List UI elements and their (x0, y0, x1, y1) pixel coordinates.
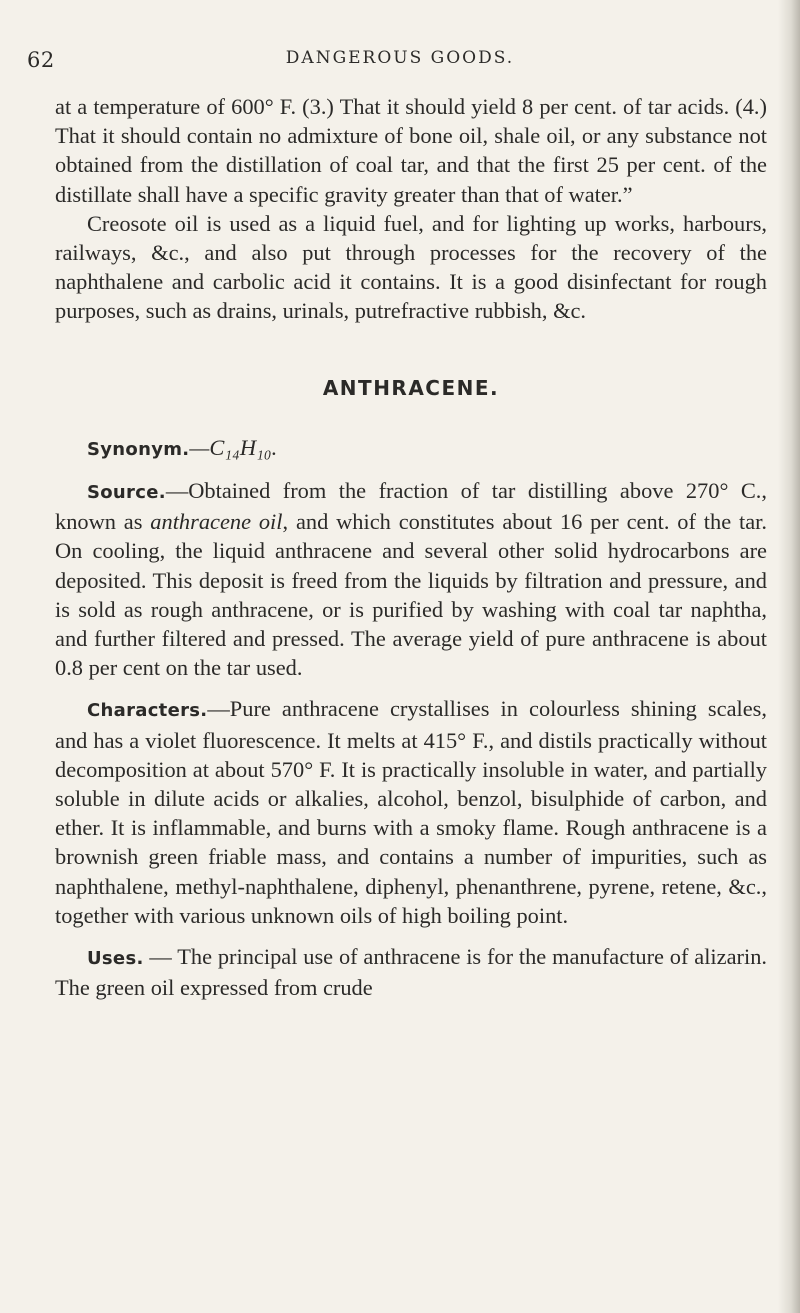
source-term: anthracene oil (150, 509, 283, 535)
page-number: 62 (27, 48, 55, 72)
characters-text: —Pure anthracene crystallises in colourless shining scales, and has a violet fluorescence. It melts at 415° F., and distils practically without decomposition at about 570° F. It is practically insoluble in water, and partially soluble in dilute acids or alkalies, alcohol, benzol, bisulphide of carbon, and ether. It is inflammable, and burns with a smoky flame. Rough anthracene is a brownish green friable mass, and contains a number of impurities, such as naphthalene, methyl-naphthalene, diphenyl, phenanthrene, pyrene, retene, &c., together with various unknown oils of high boiling point. (55, 696, 767, 928)
uses-label: Uses. (87, 948, 144, 970)
spacer (55, 464, 767, 476)
page-edge-shadow (778, 0, 800, 1313)
spacer (55, 682, 767, 694)
uses-paragraph (55, 942, 767, 1002)
synonym-line (55, 433, 767, 464)
spacer (55, 930, 767, 942)
characters-paragraph (55, 694, 767, 930)
synonym-label: Synonym. (87, 438, 190, 460)
running-head: DANGEROUS GOODS. (285, 48, 515, 68)
body-text (55, 92, 767, 1002)
section-heading: ANTHRACENE. (322, 375, 500, 400)
source-paragraph (55, 476, 767, 682)
intro-paragraph-1: at a temperature of 600° F. (3.) That it should yield 8 per cent. of tar acids. (4.) That it should contain no admixture of bone oil, shale oil, or any substance not obtained from the distillation of coal tar, and that the first 25 per cent. of the distillate shall have a specific gravity greater than that of water.” (55, 94, 767, 207)
source-label: Source. (87, 482, 166, 504)
source-text-start: —Obtained from the fraction of tar distilling above 270° C., known as (55, 478, 767, 535)
page-header (0, 38, 800, 72)
uses-text: — The principal use of anthracene is for the manufacture of alizarin. The green oil expressed from crude (55, 944, 767, 1001)
characters-label: Characters. (87, 700, 208, 722)
source-text-end: , and which constitutes about 16 per cent. of the tar. On cooling, the liquid anthracene and several other solid hydrocarbons are deposited. This deposit is freed from the liquids by filtration and pressure, and is sold as rough anthracene, or is purified by washing with coal tar naphtha, and further filtered and pressed. The average yield of pure anthracene is about 0.8 per cent on the tar used. (55, 509, 767, 681)
intro-paragraph-2: Creosote oil is used as a liquid fuel, and for lighting up works, harbours, railways, &c., and also put through processes for the recovery of the naphthalene and carbolic acid it contains. It is a good disinfectant for rough purposes, such as drains, urinals, putrefractive rubbish, &c. (55, 210, 767, 324)
synonym-formula: —C₁₄H₁₀. (189, 434, 278, 460)
